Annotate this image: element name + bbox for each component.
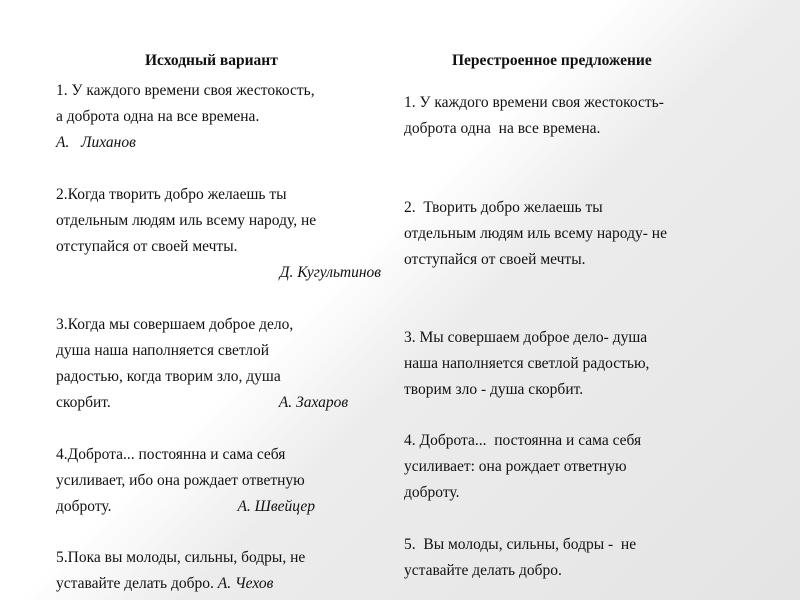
original-entry-3: [56, 312, 348, 416]
original-3-line-1: 3.Когда мы совершаем доброе дело,: [56, 316, 294, 333]
rebuilt-3-line-2: наша наполняется светлой радостью,: [404, 355, 650, 372]
original-4-author: А. Швейцер: [237, 498, 315, 515]
original-2-author: Д. Кугультинов: [279, 264, 381, 281]
original-entry-2: [56, 182, 381, 286]
original-2-line-2: отдельным людям иль всему народу, не: [56, 212, 317, 229]
original-3-line-4: [56, 390, 348, 416]
original-1-author: А. Лиханов: [56, 134, 136, 151]
rebuilt-entry-3: [404, 325, 649, 403]
original-5-line-1: 5.Пока вы молоды, сильны, бодры, не: [56, 549, 306, 566]
rebuilt-4-line-1: 4. Доброта... постоянна и сама себя: [404, 432, 642, 449]
rebuilt-4-line-2: усиливает: она рождает ответную: [404, 458, 627, 475]
original-1-line-2: а доброта одна на все времена.: [56, 108, 260, 125]
rebuilt-3-line-3: творим зло - душа скорбит.: [404, 381, 584, 398]
original-entry-1: [56, 78, 315, 156]
original-2-line-1: 2.Когда творить добро желаешь ты: [56, 186, 287, 203]
rebuilt-5-line-1: 5. Вы молоды, сильны, бодры - не: [404, 536, 637, 553]
rebuilt-entry-2: [404, 195, 667, 273]
rebuilt-entry-4: [404, 428, 641, 506]
original-5-line-2-text: уставайте делать добро.: [56, 575, 214, 592]
original-3-line-4-text: скорбит.: [56, 394, 111, 411]
original-3-author: А. Захаров: [278, 394, 349, 411]
rebuilt-5-line-2: уставайте делать добро.: [404, 562, 562, 579]
original-4-line-2: усиливает, ибо она рождает ответную: [56, 472, 305, 489]
original-1-line-1: 1. У каждого времени своя жестокость,: [56, 82, 315, 99]
rebuilt-entry-1: [404, 90, 664, 142]
rebuilt-2-line-1: 2. Творить добро желаешь ты: [404, 199, 603, 216]
original-3-line-3: радостью, когда творим зло, душа: [56, 368, 281, 385]
rebuilt-4-line-3: доброту.: [404, 484, 460, 501]
original-2-line-3: отступайся от своей мечты.: [56, 238, 238, 255]
original-5-line-2: [56, 571, 305, 597]
header-original: Исходный вариант: [145, 52, 278, 69]
original-4-line-1: 4.Доброта... постоянна и сама себя: [56, 446, 286, 463]
rebuilt-3-line-1: 3. Мы совершаем доброе дело- душа: [404, 329, 648, 346]
rebuilt-2-line-2: отдельным людям иль всему народу- не: [404, 225, 667, 242]
original-entry-5: [56, 545, 305, 597]
rebuilt-2-line-3: отступайся от своей мечты.: [404, 251, 586, 268]
original-5-author: А. Чехов: [217, 575, 274, 592]
original-4-line-3: [56, 494, 315, 520]
original-entry-4: [56, 442, 315, 520]
original-4-line-3-text: доброту.: [56, 498, 112, 515]
rebuilt-1-line-1: 1. У каждого времени своя жестокость-: [404, 94, 664, 111]
rebuilt-entry-5: [404, 532, 636, 584]
original-3-line-2: душа наша наполняется светлой: [56, 342, 270, 359]
rebuilt-1-line-2: доброта одна на все времена.: [404, 120, 601, 137]
header-rebuilt: Перестроенное предложение: [452, 52, 652, 69]
